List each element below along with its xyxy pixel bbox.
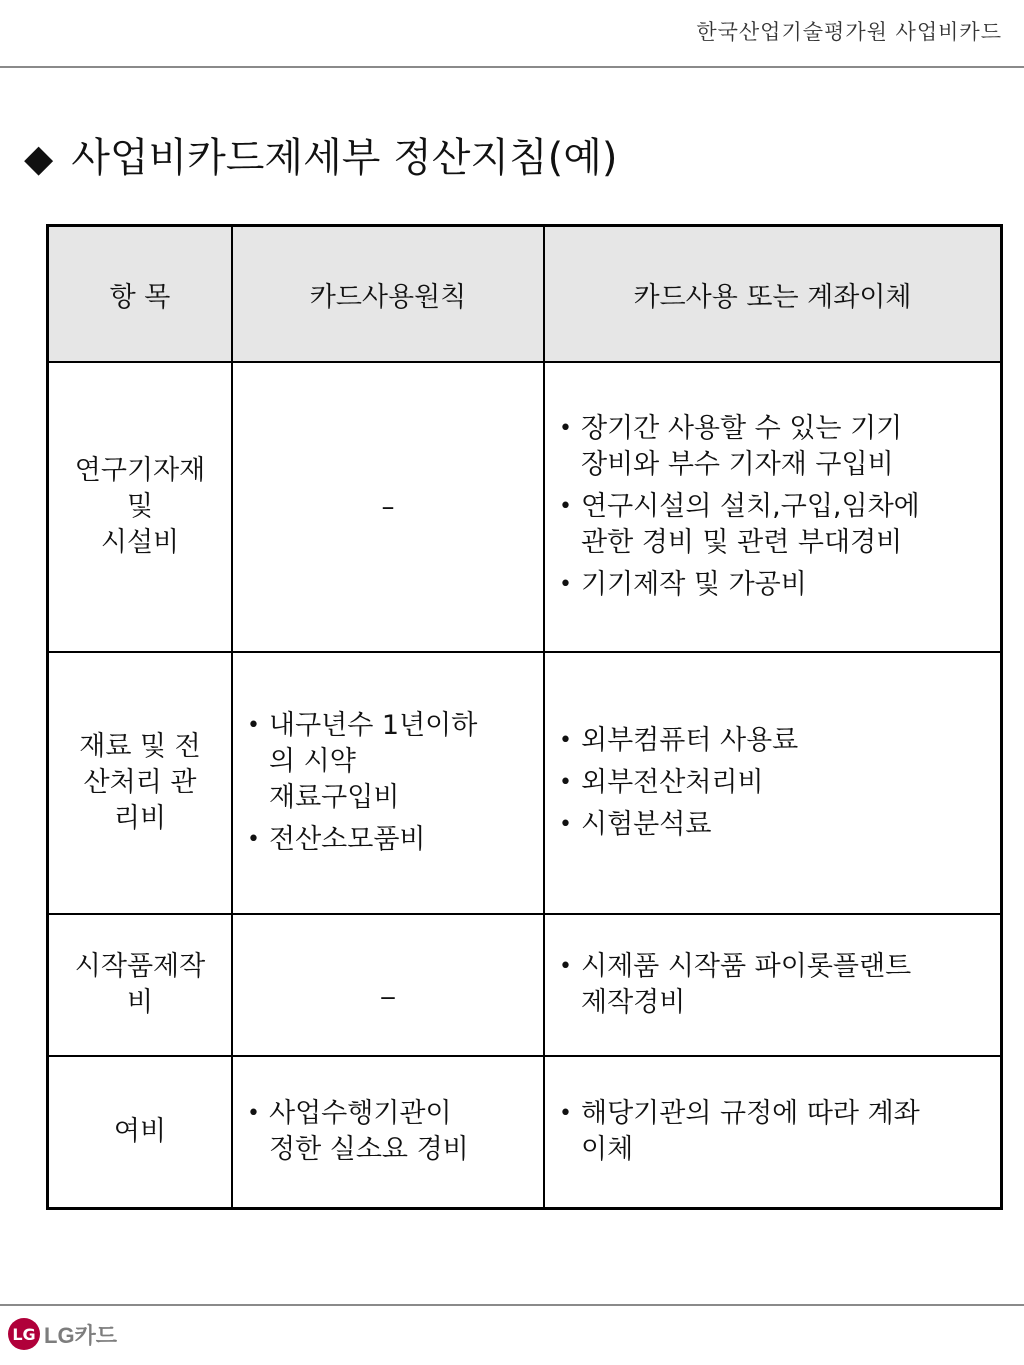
bullet-list <box>233 1096 543 1168</box>
category-cell: 시작품제작 비 <box>48 914 233 1056</box>
list-item: • 시제품 시작품 파이롯플랜트 제작경비 <box>559 949 982 1021</box>
list-item: • 사업수행기관이 정한 실소요 경비 <box>247 1096 525 1168</box>
header-text: 한국산업기술평가원 사업비카드 <box>696 20 1002 44</box>
top-divider <box>0 66 1024 68</box>
bullet-list <box>545 723 1000 843</box>
guideline-table <box>46 224 1003 1210</box>
list-item: • 전산소모품비 <box>247 822 525 858</box>
bullet-list <box>233 708 543 858</box>
page-title-text: 사업비카드제세부 정산지침(예) <box>71 135 618 181</box>
bullet-list <box>545 1096 1000 1168</box>
list-item: • 외부컴퓨터 사용료 <box>559 723 982 759</box>
category-cell: 연구기자재 및 시설비 <box>48 362 233 652</box>
list-item: • 해당기관의 규정에 따라 계좌 이체 <box>559 1096 982 1168</box>
category-cell: 재료 및 전 산처리 관 리비 <box>48 652 233 914</box>
transfer-cell <box>544 914 1002 1056</box>
empty-dash: – <box>381 492 395 522</box>
list-item: • 외부전산처리비 <box>559 765 982 801</box>
bottom-divider <box>0 1304 1024 1306</box>
list-item: • 연구시설의 설치,구입,임차에 관한 경비 및 관련 부대경비 <box>559 489 982 561</box>
list-item: • 장기간 사용할 수 있는 기기 장비와 부수 기자재 구입비 <box>559 411 982 483</box>
transfer-cell <box>544 652 1002 914</box>
column-header-card-or-transfer: 카드사용 또는 계좌이체 <box>544 226 1002 363</box>
table-row <box>48 652 1002 914</box>
table-row <box>48 1056 1002 1208</box>
transfer-cell <box>544 1056 1002 1208</box>
page-title <box>24 126 617 183</box>
table-row <box>48 362 1002 652</box>
list-item: • 시험분석료 <box>559 807 982 843</box>
category-cell: 여비 <box>48 1056 233 1208</box>
lg-logo-icon: LG <box>8 1318 40 1350</box>
lg-card-logo <box>8 1318 117 1350</box>
table-row <box>48 914 1002 1056</box>
bullet-list <box>545 411 1000 603</box>
card-principle-cell <box>232 1056 544 1208</box>
card-principle-cell <box>232 914 544 1056</box>
table-header-row <box>48 226 1002 363</box>
logo-text: LG카드 <box>44 1322 118 1348</box>
list-item: • 내구년수 1년이하 의 시약 재료구입비 <box>247 708 525 816</box>
diamond-bullet-icon: ◆ <box>24 136 54 180</box>
column-header-item: 항 목 <box>48 226 233 363</box>
bullet-list <box>545 949 1000 1021</box>
column-header-card-principle: 카드사용원칙 <box>232 226 544 363</box>
empty-dash: _ <box>381 970 395 1000</box>
list-item: • 기기제작 및 가공비 <box>559 567 982 603</box>
card-principle-cell <box>232 652 544 914</box>
card-principle-cell <box>232 362 544 652</box>
transfer-cell <box>544 362 1002 652</box>
